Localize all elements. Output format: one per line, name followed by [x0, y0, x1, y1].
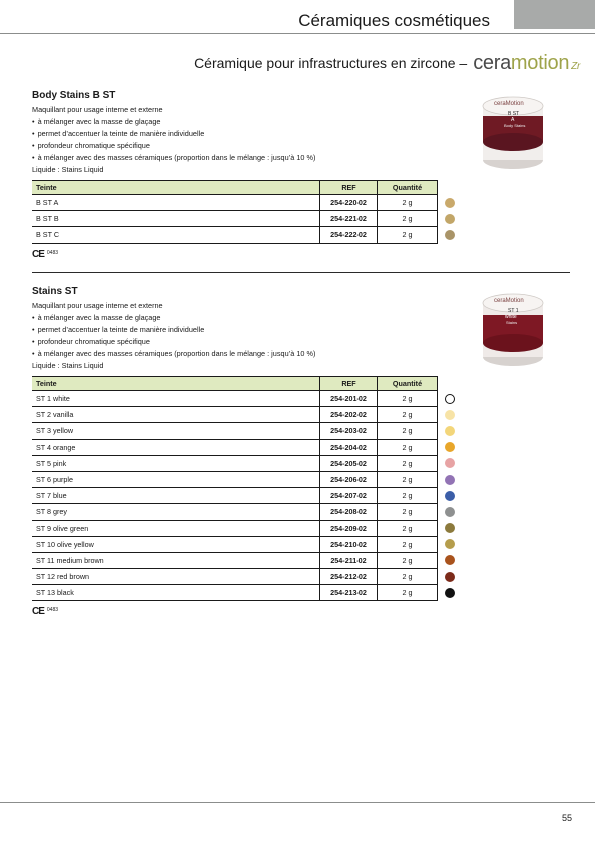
bullet-item: • à mélanger avec la masse de glaçage: [32, 312, 440, 324]
table-row: [32, 520, 438, 536]
color-swatch: [445, 230, 455, 240]
cell-qty: 2 g: [378, 423, 438, 439]
cell-shade: B ST B: [32, 211, 320, 227]
intro-text: Maquillant pour usage interne et externe: [32, 301, 163, 310]
cell-qty: 2 g: [378, 585, 438, 601]
table-row: [32, 536, 438, 552]
cell-ref: 254-207-02: [320, 488, 378, 504]
jar-brand: ceraMotion: [494, 101, 524, 107]
color-swatch: [445, 588, 455, 598]
cell-ref: 254-204-02: [320, 439, 378, 455]
cell-ref: 254-208-02: [320, 504, 378, 520]
table-row: [32, 211, 438, 227]
header-shade: Teinte: [32, 377, 320, 391]
table-row: [32, 488, 438, 504]
cell-shade: B ST A: [32, 195, 320, 211]
header-ref: REF: [320, 181, 378, 195]
cell-ref: 254-212-02: [320, 569, 378, 585]
ce-mark: [32, 606, 58, 617]
logo-suffix: Zr: [571, 60, 580, 72]
color-swatch: [445, 458, 455, 468]
table-row: [32, 195, 438, 211]
bullet-item: • profondeur chromatique spécifique: [32, 140, 440, 152]
table-row: [32, 439, 438, 455]
header-qty: Quantité: [378, 181, 438, 195]
table-row: [32, 569, 438, 585]
color-swatch: [445, 523, 455, 533]
table-row: [32, 227, 438, 243]
color-swatch: [445, 507, 455, 517]
cell-qty: 2 g: [378, 471, 438, 487]
page-number: 55: [561, 813, 572, 823]
color-swatch: [445, 555, 455, 565]
section-title: Stains ST: [32, 286, 78, 297]
bullet-item: • permet d’accentuer la teinte de manière individuelle: [32, 324, 440, 336]
bullet-item: • profondeur chromatique spécifique: [32, 336, 440, 348]
product-table: [32, 376, 438, 601]
cell-ref: 254-220-02: [320, 195, 378, 211]
logo-part-2: motion: [510, 51, 570, 74]
cell-ref: 254-221-02: [320, 211, 378, 227]
cell-shade: ST 11 medium brown: [32, 552, 320, 568]
ce-mark: [32, 249, 58, 260]
cell-qty: 2 g: [378, 391, 438, 407]
jar-label-2: white: [505, 314, 517, 320]
cell-ref: 254-209-02: [320, 520, 378, 536]
cell-shade: ST 1 white: [32, 391, 320, 407]
cell-qty: 2 g: [378, 407, 438, 423]
subtitle: Céramique pour infrastructures en zircone –: [194, 55, 468, 71]
liquid-text: Liquide : Stains Liquid: [32, 361, 104, 370]
table-row: [32, 504, 438, 520]
cell-qty: 2 g: [378, 455, 438, 471]
header-shade: Teinte: [32, 181, 320, 195]
cell-qty: 2 g: [378, 488, 438, 504]
section-body-stains: [32, 90, 440, 244]
color-swatch: [445, 198, 455, 208]
product-jar-image-bst: [470, 88, 556, 172]
ce-number: 0483: [46, 607, 59, 613]
cell-shade: ST 2 vanilla: [32, 407, 320, 423]
cell-qty: 2 g: [378, 439, 438, 455]
jar-label-1: B ST: [508, 111, 520, 117]
table-row: [32, 585, 438, 601]
cell-qty: 2 g: [378, 536, 438, 552]
product-jar-image-st: [470, 285, 556, 369]
cell-ref: 254-213-02: [320, 585, 378, 601]
header-qty: Quantité: [378, 377, 438, 391]
cell-ref: 254-205-02: [320, 455, 378, 471]
cell-shade: ST 9 olive green: [32, 520, 320, 536]
liquid-text: Liquide : Stains Liquid: [32, 165, 104, 174]
jar-label-3: Stains: [506, 320, 518, 325]
logo-part-1: cera: [473, 51, 511, 74]
bullet-item: • permet d’accentuer la teinte de manière individuelle: [32, 128, 440, 140]
bullet-item: • à mélanger avec des masses céramiques (proportion dans le mélange : jusqu’à 10 %): [32, 152, 440, 164]
color-swatch: [445, 394, 455, 404]
cell-shade: ST 8 grey: [32, 504, 320, 520]
jar-label-1: ST 1: [508, 308, 519, 314]
intro-text: Maquillant pour usage interne et externe: [32, 105, 163, 114]
footer-rule: [0, 802, 595, 803]
table-row: [32, 471, 438, 487]
subtitle-row: [150, 48, 580, 78]
cell-ref: 254-210-02: [320, 536, 378, 552]
table-header-row: [32, 181, 438, 195]
cell-qty: 2 g: [378, 552, 438, 568]
cell-ref: 254-211-02: [320, 552, 378, 568]
ce-icon: CE: [32, 606, 44, 617]
section-title: Body Stains B ST: [32, 90, 116, 101]
jar-label-3: Body Stains: [504, 123, 526, 128]
cell-shade: ST 4 orange: [32, 439, 320, 455]
cell-ref: 254-222-02: [320, 227, 378, 243]
table-row: [32, 391, 438, 407]
section-description: [32, 300, 440, 372]
cell-qty: 2 g: [378, 569, 438, 585]
table-row: [32, 423, 438, 439]
cell-shade: ST 10 olive yellow: [32, 536, 320, 552]
cell-qty: 2 g: [378, 227, 438, 243]
cell-shade: ST 6 purple: [32, 471, 320, 487]
header-ref: REF: [320, 377, 378, 391]
cell-ref: 254-206-02: [320, 471, 378, 487]
cell-qty: 2 g: [378, 504, 438, 520]
ce-icon: CE: [32, 249, 44, 260]
cell-qty: 2 g: [378, 211, 438, 227]
jar-label-2: A: [511, 117, 515, 123]
ceramotion-logo: [473, 52, 580, 75]
ce-number: 0483: [46, 250, 59, 256]
color-swatch: [445, 426, 455, 436]
cell-shade: ST 7 blue: [32, 488, 320, 504]
cell-shade: ST 5 pink: [32, 455, 320, 471]
cell-ref: 254-203-02: [320, 423, 378, 439]
jar-brand: ceraMotion: [494, 298, 524, 304]
bullet-item: • à mélanger avec des masses céramiques (proportion dans le mélange : jusqu’à 10 %): [32, 348, 440, 360]
cell-qty: 2 g: [378, 195, 438, 211]
color-swatch: [445, 442, 455, 452]
color-swatch: [445, 572, 455, 582]
color-swatch: [445, 410, 455, 420]
section-description: [32, 104, 440, 176]
bullet-item: • à mélanger avec la masse de glaçage: [32, 116, 440, 128]
product-table: [32, 180, 438, 244]
table-row: [32, 407, 438, 423]
cell-ref: 254-202-02: [320, 407, 378, 423]
cell-shade: ST 3 yellow: [32, 423, 320, 439]
table-header-row: [32, 377, 438, 391]
cell-qty: 2 g: [378, 520, 438, 536]
color-swatch: [445, 214, 455, 224]
header-color-bar: [514, 0, 595, 29]
cell-shade: ST 12 red brown: [32, 569, 320, 585]
cell-ref: 254-201-02: [320, 391, 378, 407]
cell-shade: ST 13 black: [32, 585, 320, 601]
section-divider: [32, 272, 570, 273]
table-row: [32, 552, 438, 568]
header-rule: [0, 33, 595, 34]
cell-shade: B ST C: [32, 227, 320, 243]
table-row: [32, 455, 438, 471]
color-swatch: [445, 539, 455, 549]
color-swatch: [445, 475, 455, 485]
page-title: Céramiques cosmétiques: [298, 11, 490, 30]
color-swatch: [445, 491, 455, 501]
section-stains: [32, 286, 440, 601]
